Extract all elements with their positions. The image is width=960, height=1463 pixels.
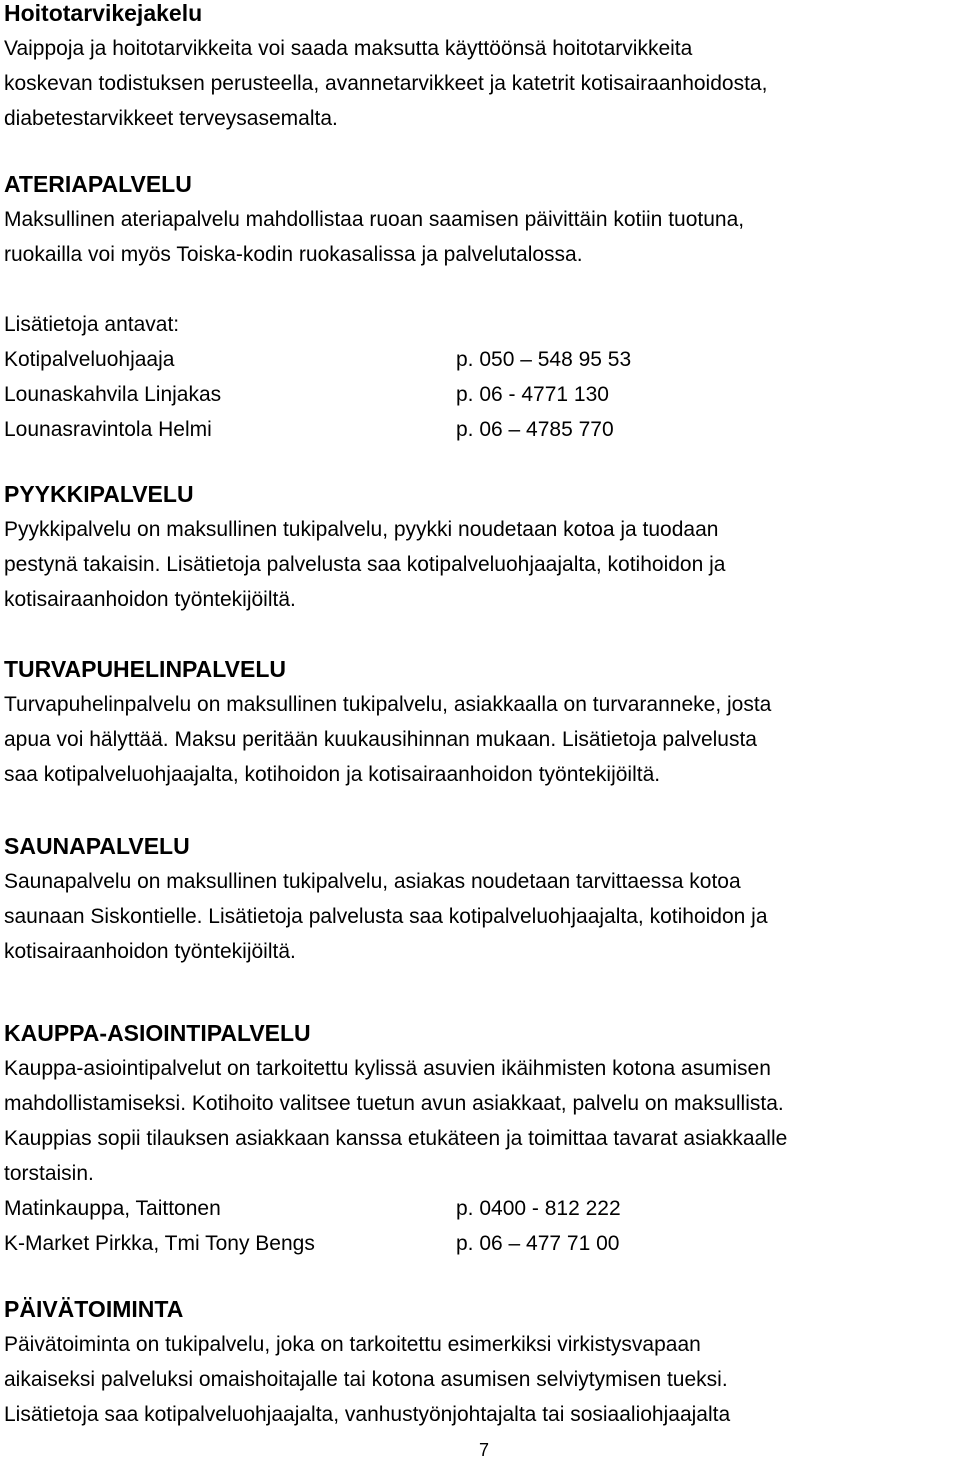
contact-row (4, 1191, 787, 1226)
paragraph-line: Vaippoja ja hoitotarvikkeita voi saada maksutta käyttöönsä hoitotarvikkeita (4, 37, 693, 60)
section-title: PÄIVÄTOIMINTA (4, 1296, 184, 1322)
paragraph-line: Kauppa-asiointipalvelut on tarkoitettu kylissä asuvien ikäihmisten kotona asumisen (4, 1057, 771, 1080)
section-saunapalvelu (4, 829, 768, 969)
paragraph-line: Turvapuhelinpalvelu on maksullinen tukipalvelu, asiakkaalla on turvaranneke, josta (4, 693, 772, 716)
contact-name: Matinkauppa, Taittonen (4, 1197, 221, 1220)
page-number: 7 (478, 1440, 489, 1460)
contact-list-ateriapalvelu (4, 307, 631, 447)
contact-row (4, 342, 631, 377)
section-title: KAUPPA-ASIOINTIPALVELU (4, 1020, 311, 1046)
paragraph-line: mahdollistamiseksi. Kotihoito valitsee tuetun avun asiakkaat, palvelu on maksullista. (4, 1092, 784, 1115)
paragraph-line: Saunapalvelu on maksullinen tukipalvelu, asiakas noudetaan tarvittaessa kotoa (4, 870, 741, 893)
contact-phone: p. 06 – 4785 770 (456, 418, 614, 441)
paragraph-line: saa kotipalveluohjaajalta, kotihoidon ja kotisairaanhoidon työntekijöiltä. (4, 763, 661, 786)
paragraph-line: Maksullinen ateriapalvelu mahdollistaa ruoan saamisen päivittäin kotiin tuotuna, (4, 208, 745, 231)
paragraph-line: koskevan todistuksen perusteella, avannetarvikkeet ja katetrit kotisairaanhoidosta, (4, 72, 768, 95)
contact-name: Lounasravintola Helmi (4, 418, 212, 441)
contact-name: Lounaskahvila Linjakas (4, 383, 222, 406)
contact-phone: p. 06 – 477 71 00 (456, 1232, 620, 1255)
paragraph-line: apua voi hälyttää. Maksu peritään kuukausihinnan mukaan. Lisätietoja palvelusta (4, 728, 757, 751)
contact-phone: p. 050 – 548 95 53 (456, 348, 632, 371)
paragraph-line: kotisairaanhoidon työntekijöiltä. (4, 940, 296, 963)
paragraph-line: ruokailla voi myös Toiska-kodin ruokasalissa ja palvelutalossa. (4, 243, 583, 266)
contact-name: K-Market Pirkka, Tmi Tony Bengs (4, 1232, 315, 1255)
section-title: ATERIAPALVELU (4, 171, 192, 197)
paragraph-line: pestynä takaisin. Lisätietoja palvelusta saa kotipalveluohjaajalta, kotihoidon ja (4, 553, 726, 576)
contact-intro: Lisätietoja antavat: (4, 313, 180, 336)
contact-phone: p. 0400 - 812 222 (456, 1197, 621, 1220)
section-paivatoiminta (4, 1292, 730, 1432)
section-title: TURVAPUHELINPALVELU (4, 656, 286, 682)
paragraph-line: Kauppias sopii tilauksen asiakkaan kanssa etukäteen ja toimittaa tavarat asiakkaalle (4, 1127, 788, 1150)
section-hoitotarvikejakelu (4, 0, 767, 136)
section-kauppa-asiointipalvelu (4, 1016, 787, 1261)
section-turvapuhelinpalvelu (4, 652, 771, 792)
contact-row (4, 1226, 787, 1261)
section-title: Hoitotarvikejakelu (4, 0, 203, 26)
paragraph-line: saunaan Siskontielle. Lisätietoja palvelusta saa kotipalveluohjaajalta, kotihoidon ja (4, 905, 768, 928)
section-title: SAUNAPALVELU (4, 833, 190, 859)
section-ateriapalvelu (4, 167, 744, 272)
contact-row (4, 412, 631, 447)
section-pyykkipalvelu (4, 477, 725, 617)
contact-name: Kotipalveluohjaaja (4, 348, 175, 371)
contact-row (4, 377, 631, 412)
contact-phone: p. 06 - 4771 130 (456, 383, 609, 406)
paragraph-line: Lisätietoja saa kotipalveluohjaajalta, vanhustyönjohtajalta tai sosiaaliohjaajalta (4, 1403, 731, 1426)
paragraph-line: kotisairaanhoidon työntekijöiltä. (4, 588, 296, 611)
paragraph-line: diabetestarvikkeet terveysasemalta. (4, 107, 338, 130)
paragraph-line: torstaisin. (4, 1162, 94, 1185)
section-title: PYYKKIPALVELU (4, 481, 194, 507)
paragraph-line: Päivätoiminta on tukipalvelu, joka on tarkoitettu esimerkiksi virkistysvapaan (4, 1333, 701, 1356)
paragraph-line: aikaiseksi palveluksi omaishoitajalle tai kotona asumisen selviytymisen tueksi. (4, 1368, 728, 1391)
paragraph-line: Pyykkipalvelu on maksullinen tukipalvelu, pyykki noudetaan kotoa ja tuodaan (4, 518, 719, 541)
